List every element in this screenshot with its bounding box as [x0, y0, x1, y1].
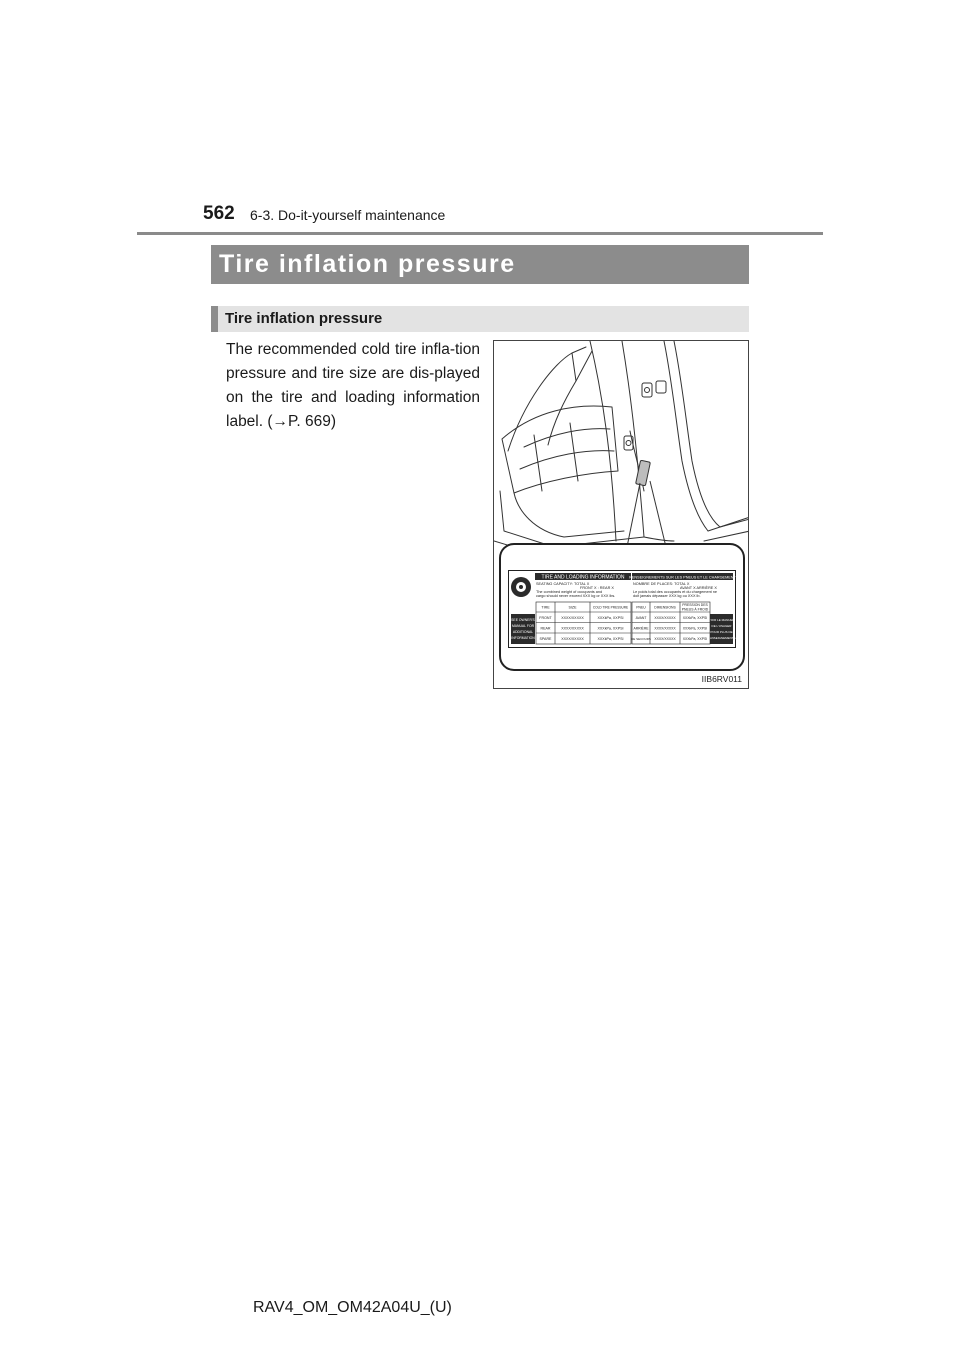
side-note-fr: DE L'USAGER — [711, 624, 732, 628]
row-tire-fr: AVANT — [635, 616, 647, 620]
row-pressure-en: XXXkPa, XXPSI — [597, 626, 624, 631]
column-header-en: SIZE — [568, 605, 577, 610]
page-number: 562 — [203, 203, 235, 224]
row-tire-en: REAR — [540, 626, 551, 631]
row-tire-fr: ARRIÈRE — [633, 626, 649, 631]
capacity-fr-line: doit jamais dépasser XXX kg ou XXX lb. — [633, 594, 701, 598]
row-tire-fr: DE SECOURS — [631, 637, 651, 641]
column-header-fr: DIMENSIONS — [654, 605, 676, 610]
capacity-en-line: The combined weight of occupants and — [536, 590, 603, 594]
capacity-fr-line: AVANT X ARRIÈRE X — [680, 586, 717, 590]
side-note-fr: POUR PLUS DE — [710, 630, 733, 634]
column-header-fr: PNEUS À FROID — [681, 607, 709, 612]
row-tire-en: SPARE — [539, 637, 552, 641]
side-note-en: MANUAL FOR — [511, 624, 535, 628]
section-subtitle: Tire inflation pressure — [225, 310, 383, 327]
capacity-en-line: FRONT X : REAR X — [580, 586, 614, 590]
label-heading-en: TIRE AND LOADING INFORMATION — [541, 574, 625, 581]
row-pressure-fr: XXXkPa, XXPSI — [682, 637, 708, 641]
figure-id: IIB6RV011 — [701, 674, 742, 684]
header-rule — [137, 232, 823, 235]
capacity-en-line: SEATING CAPACITY: TOTAL X — [536, 582, 590, 586]
page-title: Tire inflation pressure — [219, 250, 516, 278]
row-size-en: XXXX/XXXXX — [561, 616, 584, 620]
footer-doc-code: RAV4_OM_OM42A04U_(U) — [253, 1299, 452, 1316]
tire-icon — [511, 577, 531, 597]
column-header-fr: PRESSION DES — [682, 603, 708, 607]
row-pressure-fr: XXXkPa, XXPSI — [682, 616, 708, 620]
row-size-en: XXXX/XXXXX — [561, 626, 584, 631]
row-size-fr: XXXX/XXXXX — [654, 616, 676, 620]
capacity-fr-line: Le poids total des occupants et du chargement ne — [633, 590, 718, 594]
side-note-en: ADDITIONAL — [512, 630, 534, 634]
subtitle-bar — [211, 306, 749, 332]
column-header-fr: PNEU — [636, 605, 646, 610]
capacity-fr-line: NOMBRE DE PLACES: TOTAL X — [633, 582, 690, 586]
section-breadcrumb: 6-3. Do-it-yourself maintenance — [250, 207, 446, 223]
label-heading-fr: RENSEIGNEMENTS SUR LES PNEUS ET LE CHARGEMENT — [629, 575, 736, 580]
row-pressure-en: XXXkPa, XXPSI — [597, 616, 624, 620]
figure-illustration — [493, 340, 749, 689]
row-pressure-en: XXXkPa, XXPSI — [597, 637, 624, 641]
side-note-fr: RENSEIGNEMENTS — [707, 636, 736, 640]
column-header-en: COLD TIRE PRESSURE — [592, 605, 629, 610]
capacity-en-line: cargo should never exceed XXX kg or XXX lbs. — [536, 594, 616, 598]
side-note-fr: VOIR LE MANUEL — [708, 618, 735, 622]
body-paragraph: The recommended cold tire infla-tion pressure and tire size are dis-played on the tire and loading information label. (→P. 669) — [226, 341, 480, 430]
row-pressure-fr: XXXkPa, XXPSI — [682, 626, 708, 631]
column-header-en: TIRE — [541, 605, 550, 610]
side-note-en: SEE OWNER'S — [511, 618, 535, 622]
tire-loading-info-label — [508, 570, 736, 648]
row-size-fr: XXXX/XXXXX — [654, 626, 676, 631]
row-tire-en: FRONT — [539, 616, 552, 620]
row-size-en: XXXX/XXXXX — [561, 637, 584, 641]
title-bar — [211, 245, 749, 284]
row-size-fr: XXXX/XXXXX — [654, 637, 676, 641]
side-note-en: INFORMATION — [511, 636, 535, 640]
